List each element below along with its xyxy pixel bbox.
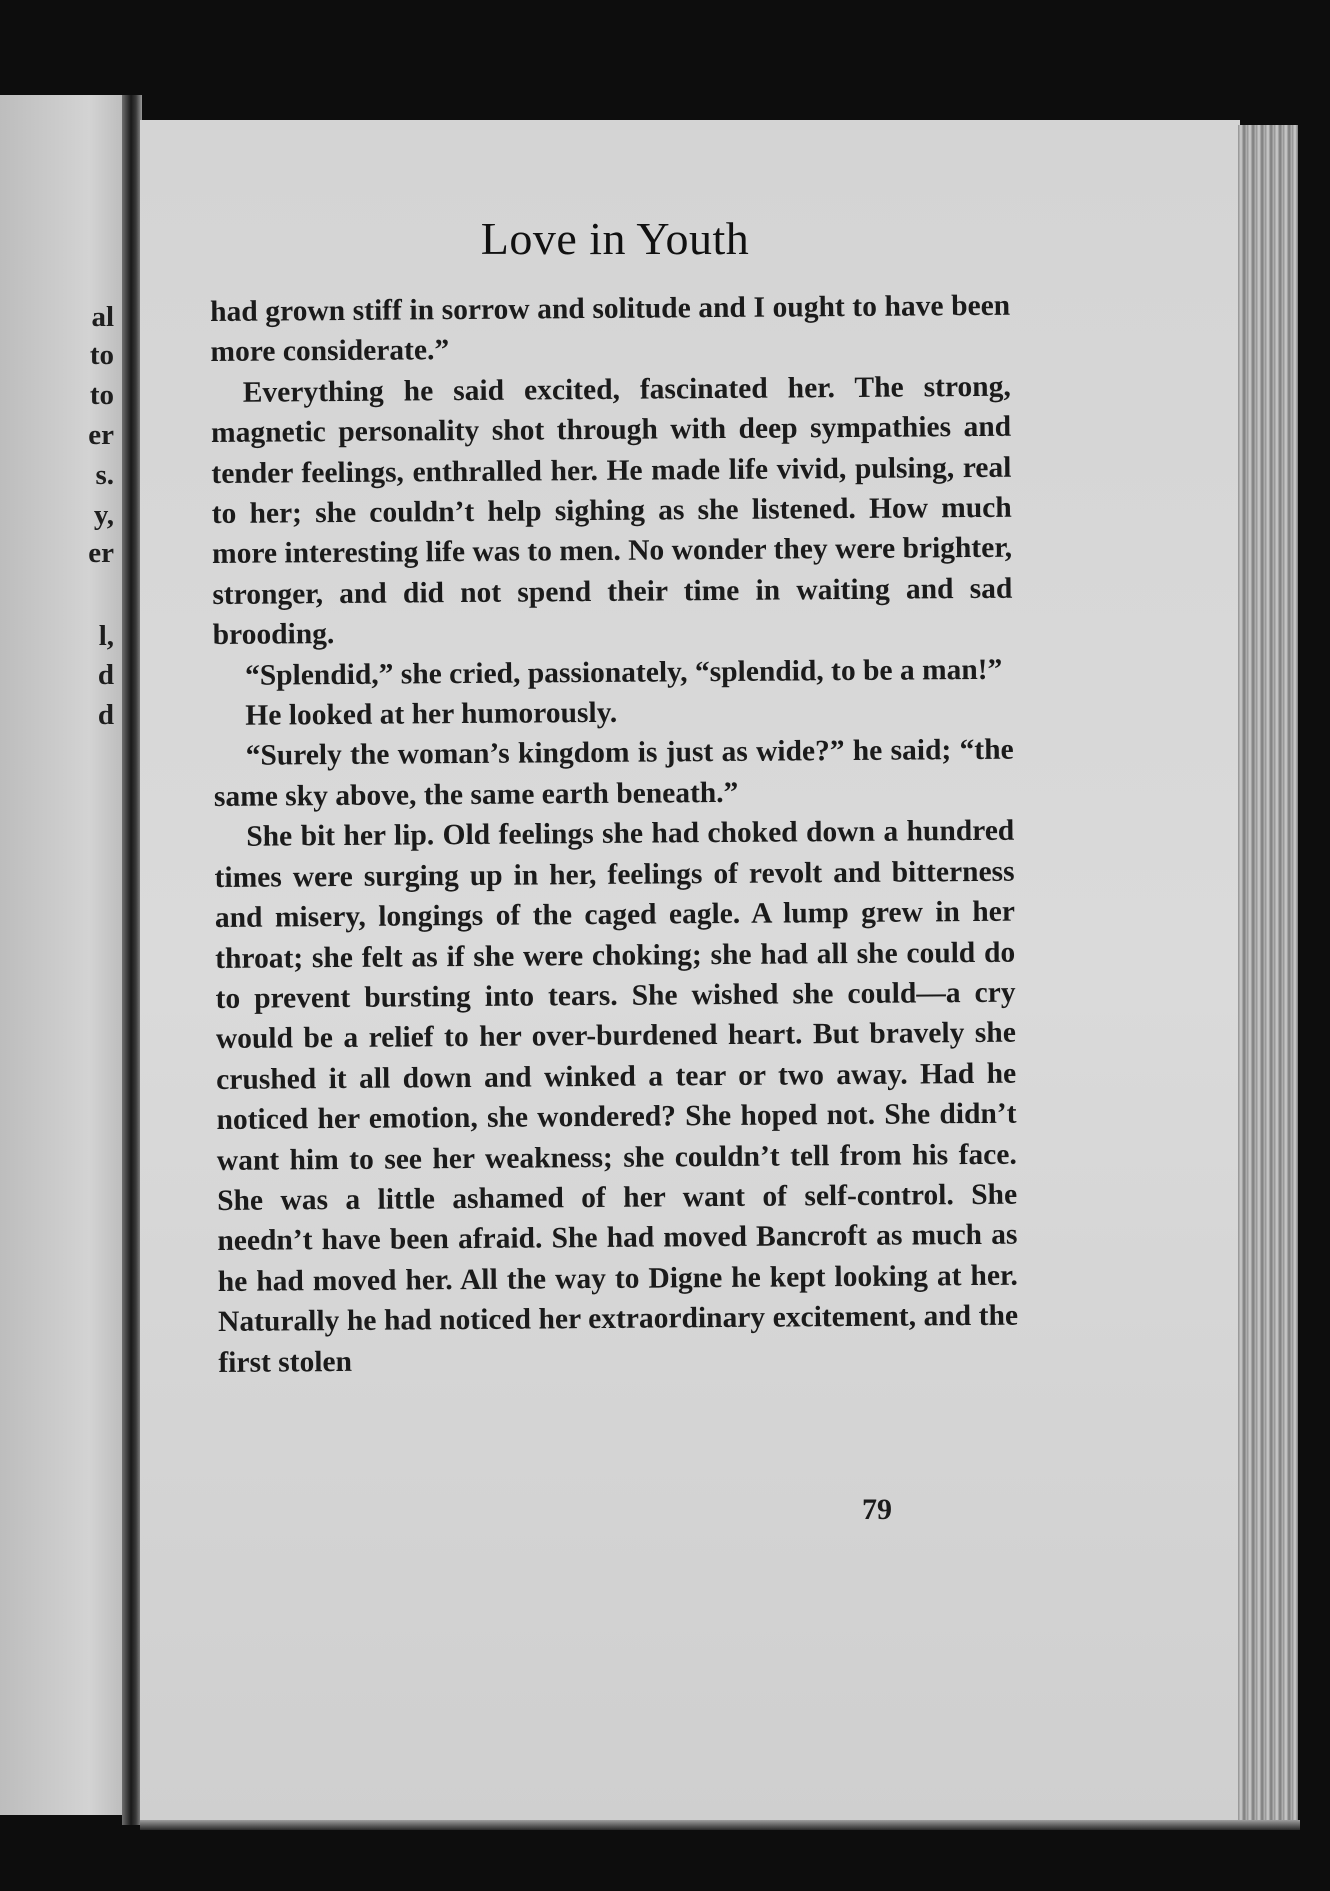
previous-page-fragment: al — [91, 301, 114, 333]
previous-page-fragment: s. — [95, 459, 114, 491]
previous-page-fragment: to — [89, 339, 114, 371]
paragraph: She bit her lip. Old feelings she had choked down a hundred times were surging up in her, feelings of revolt and bitterness and misery, longings of the caged eagle. A lump grew in her throat; she felt as if she were choking; she had all she could do to prevent bursting into tears. She wished she could—a cry would be a relief to her over-burdened heart. But bravely she crushed it all down and winked a tear or two away. Had he noticed her emotion, she wondered? She hoped not. She didn’t want him to see her weakness; she couldn’t tell from his face. She was a little ashamed of her want of self-control. She needn’t have been afraid. She had moved Bancroft as much as he had moved her. All the way to Digne he kept looking at her. Naturally he had noticed her extraordinary excitement, and the first stolen — [214, 814, 1019, 1379]
paragraph: He looked at her humorously. — [245, 696, 618, 732]
body-text — [210, 286, 1019, 1383]
paragraph: “Surely the woman’s kingdom is just as wide?” he said; “the same sky above, the same earth beneath.” — [213, 734, 1014, 813]
page-bottom-edge — [140, 1820, 1300, 1830]
page-block-edge — [1238, 125, 1298, 1825]
previous-page-fragment: l, — [98, 620, 114, 652]
previous-page-fragment: er — [88, 419, 114, 451]
previous-page-edge — [0, 95, 128, 1815]
paragraph: Everything he said excited, fascinated her. The strong, magnetic personality shot through with deep sympathies and tender feelings, enthralled her. He made life vivid, pulsing, real to her; she couldn’t help sighing as she listened. How much more interesting life was to men. No wonder they were brighter, stronger, and did not spend their time in waiting and sad brooding. — [210, 370, 1013, 652]
paragraph: had grown stiff in sorrow and solitude and I ought to have been more considerate.” — [210, 289, 1011, 369]
page-number: 79 — [862, 1493, 892, 1526]
previous-page-fragment: d — [97, 659, 114, 691]
previous-page-fragment: d — [97, 699, 114, 731]
previous-page-fragment: to — [89, 379, 114, 411]
previous-page-fragment: y, — [93, 499, 114, 531]
previous-page-fragment: er — [88, 537, 114, 569]
running-head: Love in Youth — [480, 213, 750, 264]
book-gutter — [122, 95, 142, 1825]
paragraph: “Splendid,” she cried, passionately, “splendid, to be a man!” — [244, 653, 1003, 692]
